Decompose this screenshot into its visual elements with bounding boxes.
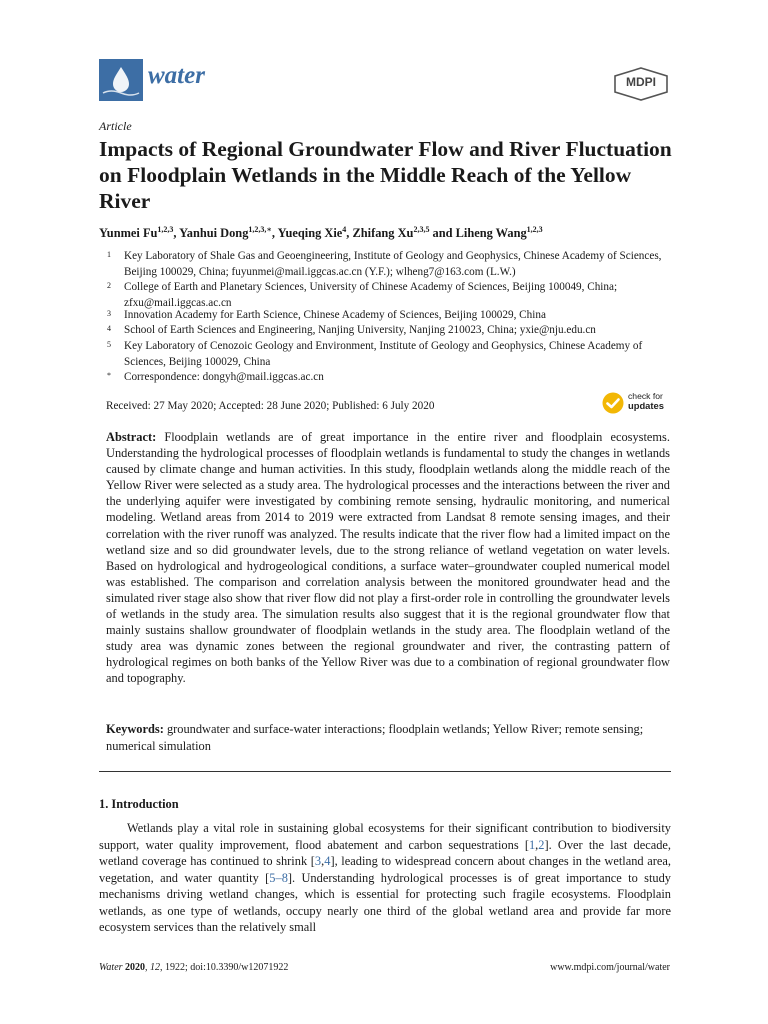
check-updates-line2: updates (628, 400, 664, 411)
author-affiliation-marks: 1,2,3 (526, 225, 543, 234)
keywords-label: Keywords: (106, 722, 164, 736)
author-separator: , (271, 226, 278, 240)
journal-logo (99, 59, 143, 101)
affiliation-mark: * (107, 371, 111, 380)
author-list (99, 226, 543, 241)
check-updates-icon (601, 391, 625, 415)
publisher-logo (612, 67, 670, 101)
affiliation-mark: 4 (107, 324, 111, 333)
affiliation-text: Key Laboratory of Cenozoic Geology and Environment, Institute of Geology and Geophysics, Chinese Academy of Sciences, Beijing 100029, China (124, 340, 643, 368)
footer-doi: , 1922; doi:10.3390/w12071922 (160, 962, 289, 973)
abstract (106, 429, 670, 687)
footer-year: 2020 (125, 962, 146, 973)
section-divider (99, 771, 671, 772)
footer-volume: 12 (150, 962, 161, 973)
introduction-paragraph: Wetlands play a vital role in sustaining global ecosystems for their significant contribution to biodiversity support, water quality improvement, flood abatement and carbon sequestrations [1,2]. Over the last decade, wetland coverage has continued to shrink [3,4], leading to widespread concern about changes in the wetland area, vegetation, and water quantity [5–8]. Understanding hydrological processes is of great importance to study mechanisms driving wetland changes, which is essential for protecting such fragile ecosystems. Floodplain wetlands, as one type of wetlands, occupy nearly one third of the global wetland area and provide far more ecosystem services than the relatively small (99, 821, 671, 934)
abstract-label: Abstract: (106, 430, 157, 444)
article-title: Impacts of Regional Groundwater Flow and River Fluctuation on Floodplain Wetlands in the Middle Reach of the Yellow River (99, 137, 672, 213)
affiliation-text: Innovation Academy for Earth Science, Chinese Academy of Sciences, Beijing 100029, China (124, 309, 546, 321)
citation-link[interactable]: 3 (314, 854, 322, 868)
check-updates-line1: check for (628, 391, 663, 401)
check-for-updates-badge[interactable] (601, 390, 671, 416)
affiliation-mark: 2 (107, 281, 111, 290)
keywords (106, 721, 670, 754)
author-affiliation-marks: 4 (342, 225, 347, 234)
footer-journal: Water (99, 962, 123, 973)
section-heading: 1. Introduction (99, 797, 179, 811)
citation-link[interactable]: 5–8 (269, 870, 288, 885)
author-separator: , (173, 226, 180, 240)
intro-text: ]. Understanding hydrological processes is of great importance to study mechanisms driving wetland changes, which is essential for protecting such fragile ecosystems. Floodplain wetlands, as one type of wetlands, occupy nearly one third of the global wetland area and provide far more ecosystem services than the relatively small (99, 870, 671, 934)
author-name: Yunmei Fu (99, 226, 158, 240)
intro-text: Wetlands play a vital role in sustaining global ecosystems for their significant contribution to biodiversity support, water quality improvement, flood abatement and carbon sequestrations [ (99, 821, 671, 852)
author-name: Yanhui Dong (179, 226, 249, 240)
author-name: Zhifang Xu (352, 226, 414, 240)
affiliation-item (99, 280, 674, 311)
affiliation-text: School of Earth Sciences and Engineering, Nanjing University, Nanjing 210023, China; yxie@nju.edu.cn (124, 324, 596, 336)
journal-name: water (148, 62, 205, 89)
citation-link[interactable]: 4 (324, 854, 331, 868)
affiliation-text: Key Laboratory of Shale Gas and Geoengineering, Institute of Geology and Geophysics, Chinese Academy of Sciences, Beijing 100029, China; fuyunmei@mail.iggcas.ac.cn (Y.F.); wlheng7@163.com (L.W.) (124, 250, 662, 278)
abstract-text: Floodplain wetlands are of great importance in the entire river and floodplain ecosystems. Understanding the hydrological processes of floodplain wetlands is fundamental to study the changes in wetlands caused by climate change and human activities. In this study, floodplain wetlands along the middle reach of the Yellow River were selected as a study area. The hydrological processes and the interactions between the river and the underlying aquifer were investigated by combining remote sensing, hydraulic monitoring, and numerical modeling. Wetland areas from 2014 to 2019 were extracted from Landsat 8 remote sensing images, and their correlation with the river runoff was analyzed. The results indicate that the river flow had a limited impact on the wetland size and so did groundwater levels, due to the strong reliance of wetland vegetation on water levels. Based on hydrological and hydrogeological conditions, a surface water–groundwater coupled numerical model was established. The comparison and correlation analysis between the monitored groundwater head and the simulated river stage also show that river flow did not play a first-order role in controlling the groundwater levels of wetlands in the study area. The simulation results also suggest that it is the regional groundwater flow that mainly sustains shallow groundwater of floodplain wetlands in the study area. The floodplain wetland of the study area was dynamic zones between the regional groundwater and river, the contrasting pattern of hydrological regimes on both banks of the Yellow River was due to a combination of regional groundwater flow and topography. (106, 430, 670, 686)
citation-link[interactable]: 1 (528, 837, 536, 852)
author-affiliation-marks: 2,3,5 (413, 225, 430, 234)
publication-dates: Received: 27 May 2020; Accepted: 28 June 2020; Published: 6 July 2020 (106, 400, 435, 412)
author-separator: and (429, 226, 456, 240)
keywords-text: groundwater and surface-water interactions; floodplain wetlands; Yellow River; remote sensing; numerical simulation (106, 722, 644, 753)
affiliation-item (99, 249, 674, 280)
author-affiliation-marks: 1,2,3 (157, 225, 174, 234)
affiliation-mark: 1 (107, 250, 111, 259)
affiliation-item (99, 308, 674, 324)
affiliation-item (99, 323, 674, 339)
publisher-name: MDPI (626, 75, 656, 89)
footer-url[interactable]: www.mdpi.com/journal/water (550, 962, 670, 973)
check-updates-label (628, 392, 664, 410)
intro-text: ], leading to widespread concern about changes in the wetland area, vegetation, and water quantity [ (99, 854, 671, 885)
affiliation-text: College of Earth and Planetary Sciences, University of Chinese Academy of Sciences, Beijing 100049, China; zfxu@mail.iggcas.ac.cn (124, 281, 618, 309)
author-name: Liheng Wang (455, 226, 527, 240)
affiliation-mark: 5 (107, 340, 111, 349)
affiliation-text: Correspondence: dongyh@mail.iggcas.ac.cn (124, 371, 324, 383)
author-name: Yueqing Xie (277, 226, 343, 240)
article-type: Article (99, 119, 132, 133)
author-affiliation-marks: 1,2,3,∗ (248, 225, 272, 234)
affiliation-mark: 3 (107, 309, 111, 318)
intro-text: ]. Over the last decade, wetland coverage has continued to shrink [ (99, 837, 671, 868)
affiliation-item (99, 370, 674, 386)
water-drop-icon (99, 59, 143, 101)
footer-citation: Water 2020, 12, 1922; doi:10.3390/w12071922 (99, 962, 289, 973)
citation-link[interactable]: 2 (538, 837, 545, 852)
affiliation-item (99, 339, 674, 370)
author-separator: , (346, 226, 353, 240)
